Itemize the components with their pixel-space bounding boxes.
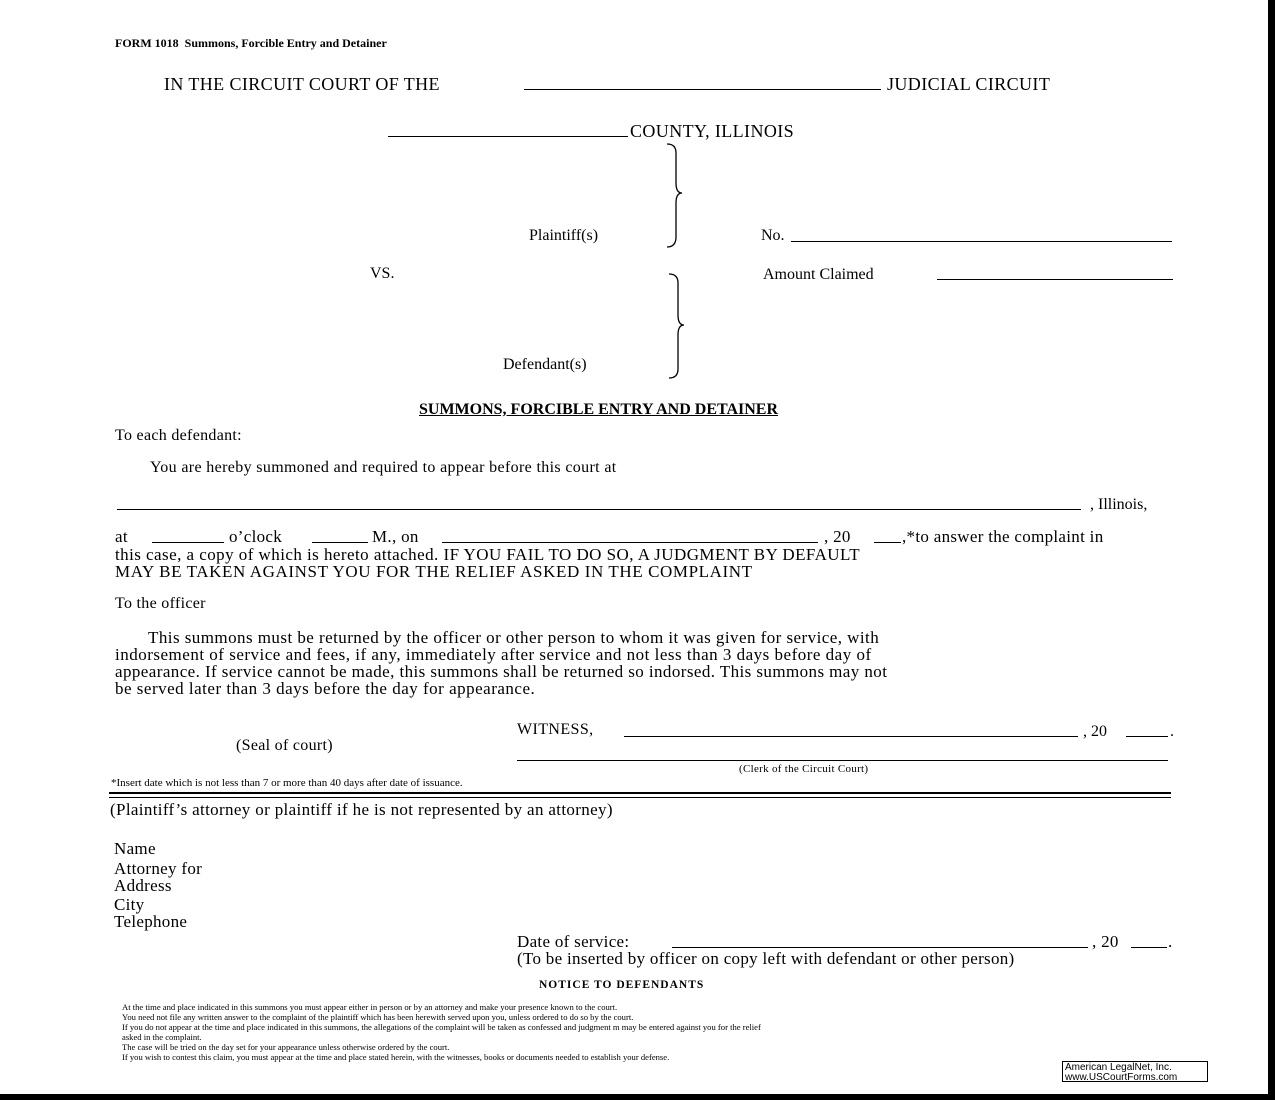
officer-line-1: This summons must be returned by the officer or other person to whom it was given for service, with (148, 628, 880, 647)
notice-line: At the time and place indicated in this summons you must appear either in person or by an attorney and make your presence known to the court. (122, 1002, 618, 1012)
clerk-signature-line[interactable] (517, 760, 1168, 761)
service-year-blank[interactable] (1131, 947, 1167, 948)
witness-year-blank[interactable] (1126, 736, 1168, 737)
answer-line-3: MAY BE TAKEN AGAINST YOU FOR THE RELIEF ASKED IN THE COMPLAINT (115, 562, 753, 581)
section-divider-bottom (109, 797, 1171, 798)
appearance-year-blank[interactable] (874, 542, 901, 543)
case-number-blank[interactable] (791, 241, 1172, 242)
appearance-year-label: , 20 (824, 527, 851, 546)
notice-line: If you do not appear at the time and place indicated in this summons, the allegations of the complaint will be taken as confessed and judgment m may be entered against you for the relief (122, 1022, 761, 1032)
officer-label: To the officer (115, 595, 206, 612)
appear-text: You are hereby summoned and required to appear before this court at (150, 459, 617, 476)
date-of-service-label: Date of service: (517, 932, 630, 951)
notice-line: If you wish to contest this claim, you must appear at the time and place stated herein, with the witnesses, books or documents needed to establish your defense. (122, 1052, 670, 1062)
vs-label: VS. (370, 265, 395, 282)
court-prefix: IN THE CIRCUIT COURT OF THE (164, 74, 440, 94)
date-of-service-blank[interactable] (672, 947, 1088, 948)
notice-heading: NOTICE TO DEFENDANTS (539, 979, 705, 991)
illinois-label: , Illinois, (1090, 496, 1148, 513)
notice-line: The case will be tried on the day set for your appearance unless otherwise ordered by the court. (122, 1042, 450, 1052)
publisher-box[interactable] (1062, 1061, 1208, 1082)
publisher-url[interactable]: www.USCourtForms.com (1065, 1072, 1178, 1083)
publisher-name: American LegalNet, Inc. (1065, 1062, 1172, 1073)
form-name: Summons, Forcible Entry and Detainer (184, 36, 387, 50)
notice-line: asked in the complaint. (122, 1032, 202, 1042)
attorney-address-label: Address (114, 876, 172, 895)
attorney-name-label: Name (114, 839, 156, 858)
answer-line-2: this case, a copy of which is hereto attached. IF YOU FAIL TO DO SO, A JUDGMENT BY DEFAULT (115, 545, 861, 564)
attorney-city-label: City (114, 895, 145, 914)
form-header (115, 37, 387, 49)
plaintiff-label: Plaintiff(s) (529, 227, 599, 244)
witness-year-label: , 20 (1083, 723, 1107, 740)
defendant-brace (666, 273, 688, 380)
appearance-date-blank[interactable] (442, 542, 818, 543)
court-location-blank[interactable] (117, 509, 1081, 510)
witness-label: WITNESS, (517, 721, 594, 738)
county-label: COUNTY, ILLINOIS (630, 121, 795, 141)
officer-line-4: be served later than 3 days before the day for appearance. (115, 679, 536, 698)
at-label: at (115, 527, 128, 546)
section-divider-top (109, 792, 1171, 794)
county-blank[interactable] (388, 136, 628, 137)
case-number-label: No. (761, 227, 785, 244)
answer-line-1: ,*to answer the complaint in (902, 527, 1104, 546)
hour-blank[interactable] (152, 542, 224, 543)
service-year-label: , 20 (1092, 932, 1119, 951)
officer-line-2: indorsement of service and fees, if any, immediately after service and not less than 3 days before day of (115, 645, 872, 664)
plaintiff-brace (664, 143, 686, 249)
amount-claimed-label: Amount Claimed (763, 266, 874, 283)
officer-line-3: appearance. If service cannot be made, this summons shall be returned so indorsed. This summons may not (115, 662, 888, 681)
court-suffix: JUDICIAL CIRCUIT (887, 74, 1051, 94)
footnote: *Insert date which is not less than 7 or more than 40 days after date of issuance. (111, 777, 463, 789)
service-instruction: (To be inserted by officer on copy left with defendant or other person) (517, 949, 1015, 968)
am-pm-blank[interactable] (312, 542, 368, 543)
oclock-label: o’clock (229, 527, 283, 546)
m-on-label: M., on (372, 527, 419, 546)
attorney-heading: (Plaintiff’s attorney or plaintiff if he is not represented by an attorney) (110, 800, 613, 819)
amount-claimed-blank[interactable] (937, 279, 1173, 280)
seal-label: (Seal of court) (236, 737, 333, 754)
attorney-for-label: Attorney for (114, 859, 203, 878)
judicial-circuit-blank[interactable] (524, 89, 881, 90)
attorney-telephone-label: Telephone (114, 912, 188, 931)
notice-line: You need not file any written answer to the complaint of the plaintiff which has been herewith served upon you, unless ordered to do so by the court. (122, 1012, 634, 1022)
witness-period: . (1170, 723, 1174, 740)
witness-blank[interactable] (624, 736, 1078, 737)
service-period: . (1168, 932, 1173, 951)
salutation: To each defendant: (115, 427, 242, 444)
document-title: SUMMONS, FORCIBLE ENTRY AND DETAINER (419, 401, 779, 418)
form-number: FORM 1018 (115, 36, 179, 50)
clerk-label: (Clerk of the Circuit Court) (739, 763, 869, 775)
defendant-label: Defendant(s) (503, 356, 587, 373)
